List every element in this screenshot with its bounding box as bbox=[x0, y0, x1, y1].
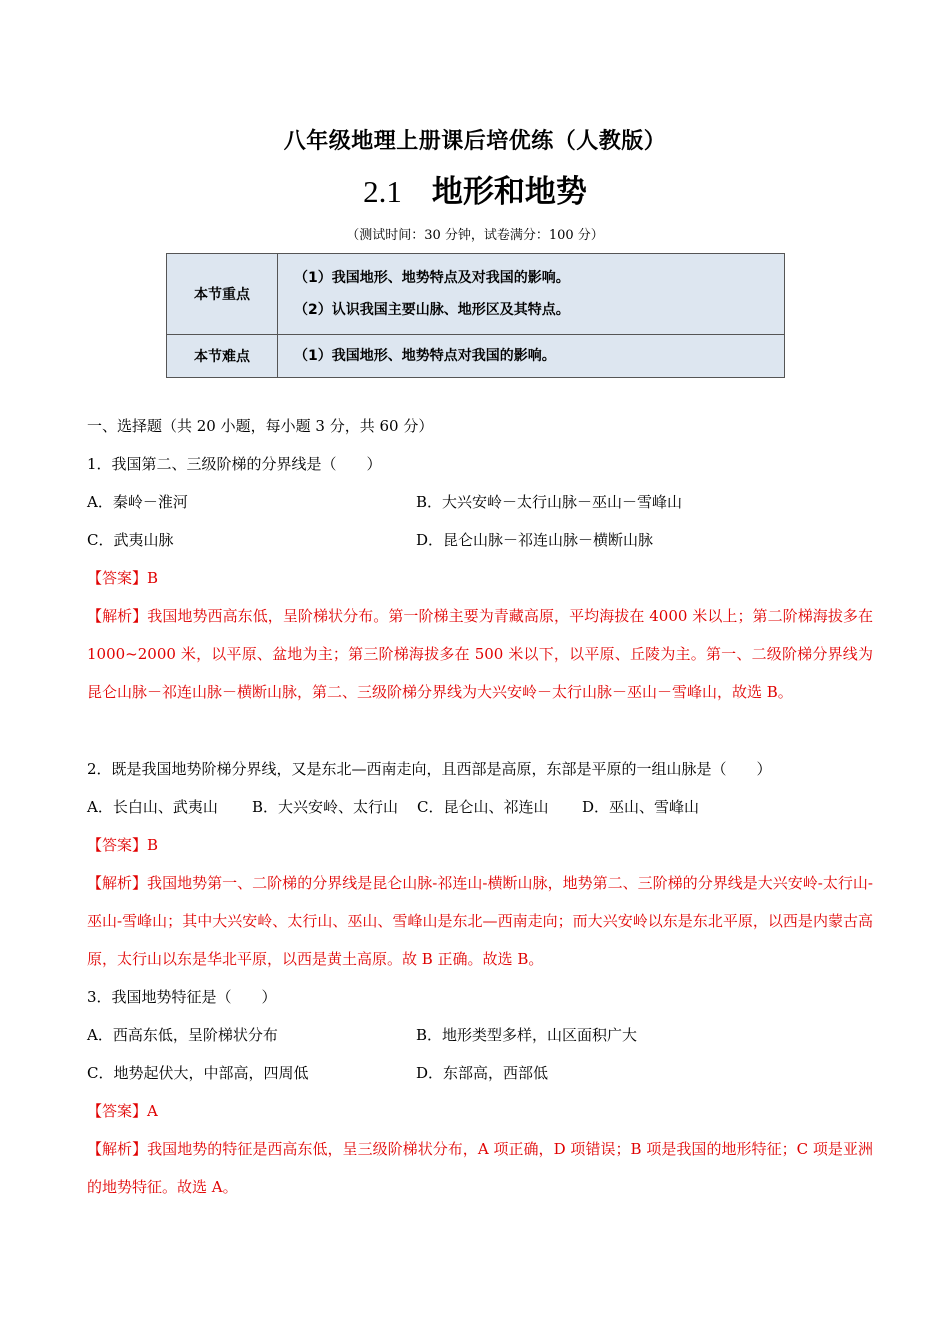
question-1-option-c: C．武夷山脉 bbox=[87, 531, 174, 549]
document-title: 八年级地理上册课后培优练（人教版） bbox=[283, 129, 667, 154]
difficult-point-item: （1）我国地形、地势特点对我国的影响。 bbox=[294, 348, 556, 364]
key-points-label: 本节重点 bbox=[167, 254, 278, 335]
question-1-explanation: 【解析】我国地势西高东低，呈阶梯状分布。第一阶梯主要为青藏高原，平均海拔在 4000 米以上；第二阶梯海拔多在 1000~2000 米，以平原、盆地为主；第三阶梯海拔多在 500 米以下，以平原、丘陵为主。第一、二级阶梯分界线为昆仑山脉－祁连山脉－横断山脉，第二、三级阶梯分界线为大兴安岭－太行山脉－巫山－雪峰山，故选 B。 bbox=[87, 607, 873, 701]
key-points-row bbox=[167, 254, 785, 335]
question-3-explanation: 【解析】我国地势的特征是西高东低，呈三级阶梯状分布，A 项正确，D 项错误；B 项是我国的地形特征；C 项是亚洲的地势特征。故选 A。 bbox=[87, 1140, 873, 1196]
question-3-option-d: D．东部高，西部低 bbox=[416, 1064, 549, 1082]
section-heading: 一、选择题（共 20 小题，每小题 3 分，共 60 分） bbox=[87, 417, 434, 435]
question-1-option-a: A．秦岭－淮河 bbox=[87, 493, 188, 511]
question-1-answer: 【答案】B bbox=[87, 569, 159, 587]
test-meta: （测试时间：30 分钟，试卷满分：100 分） bbox=[346, 228, 604, 243]
question-3-option-b: B．地形类型多样，山区面积广大 bbox=[416, 1026, 638, 1044]
key-points-content bbox=[278, 254, 785, 335]
question-3-stem: 3．我国地势特征是（ ） bbox=[87, 988, 277, 1006]
section-title bbox=[0, 166, 950, 211]
question-1-option-d: D．昆仑山脉－祁连山脉－横断山脉 bbox=[416, 531, 654, 549]
question-2-option-b: B．大兴安岭、太行山 bbox=[252, 798, 399, 816]
question-2-option-d: D．巫山、雪峰山 bbox=[582, 798, 700, 816]
section-name: 地形和地势 bbox=[431, 174, 587, 210]
section-number: 2.1 bbox=[363, 174, 402, 209]
question-2-stem: 2．既是我国地势阶梯分界线，又是东北—西南走向，且西部是高原，东部是平原的一组山脉是（ ） bbox=[87, 760, 772, 778]
difficult-points-row bbox=[167, 335, 785, 378]
question-1-stem: 1．我国第二、三级阶梯的分界线是（ ） bbox=[87, 455, 382, 473]
question-2-option-c: C．昆仑山、祁连山 bbox=[417, 798, 549, 816]
question-3-option-c: C．地势起伏大，中部高，四周低 bbox=[87, 1064, 309, 1082]
question-2-option-a: A．长白山、武夷山 bbox=[87, 798, 218, 816]
key-point-item: （1）我国地形、地势特点及对我国的影响。 bbox=[294, 270, 570, 286]
question-2-answer: 【答案】B bbox=[87, 836, 159, 854]
question-3-answer: 【答案】A bbox=[87, 1102, 158, 1120]
difficult-points-label: 本节难点 bbox=[167, 335, 278, 378]
question-2-explanation: 【解析】我国地势第一、二阶梯的分界线是昆仑山脉-祁连山-横断山脉，地势第二、三阶梯的分界线是大兴安岭-太行山-巫山-雪峰山；其中大兴安岭、太行山、巫山、雪峰山是东北—西南走向；而大兴安岭以东是东北平原，以西是内蒙古高原，太行山以东是华北平原，以西是黄土高原。故 B 正确。故选 B。 bbox=[87, 874, 873, 968]
difficult-points-content bbox=[278, 335, 785, 378]
question-3-option-a: A．西高东低，呈阶梯状分布 bbox=[87, 1026, 278, 1044]
key-point-item: （2）认识我国主要山脉、地形区及其特点。 bbox=[294, 302, 570, 318]
question-1-option-b: B．大兴安岭－太行山脉－巫山－雪峰山 bbox=[416, 493, 683, 511]
focus-table bbox=[166, 253, 785, 378]
